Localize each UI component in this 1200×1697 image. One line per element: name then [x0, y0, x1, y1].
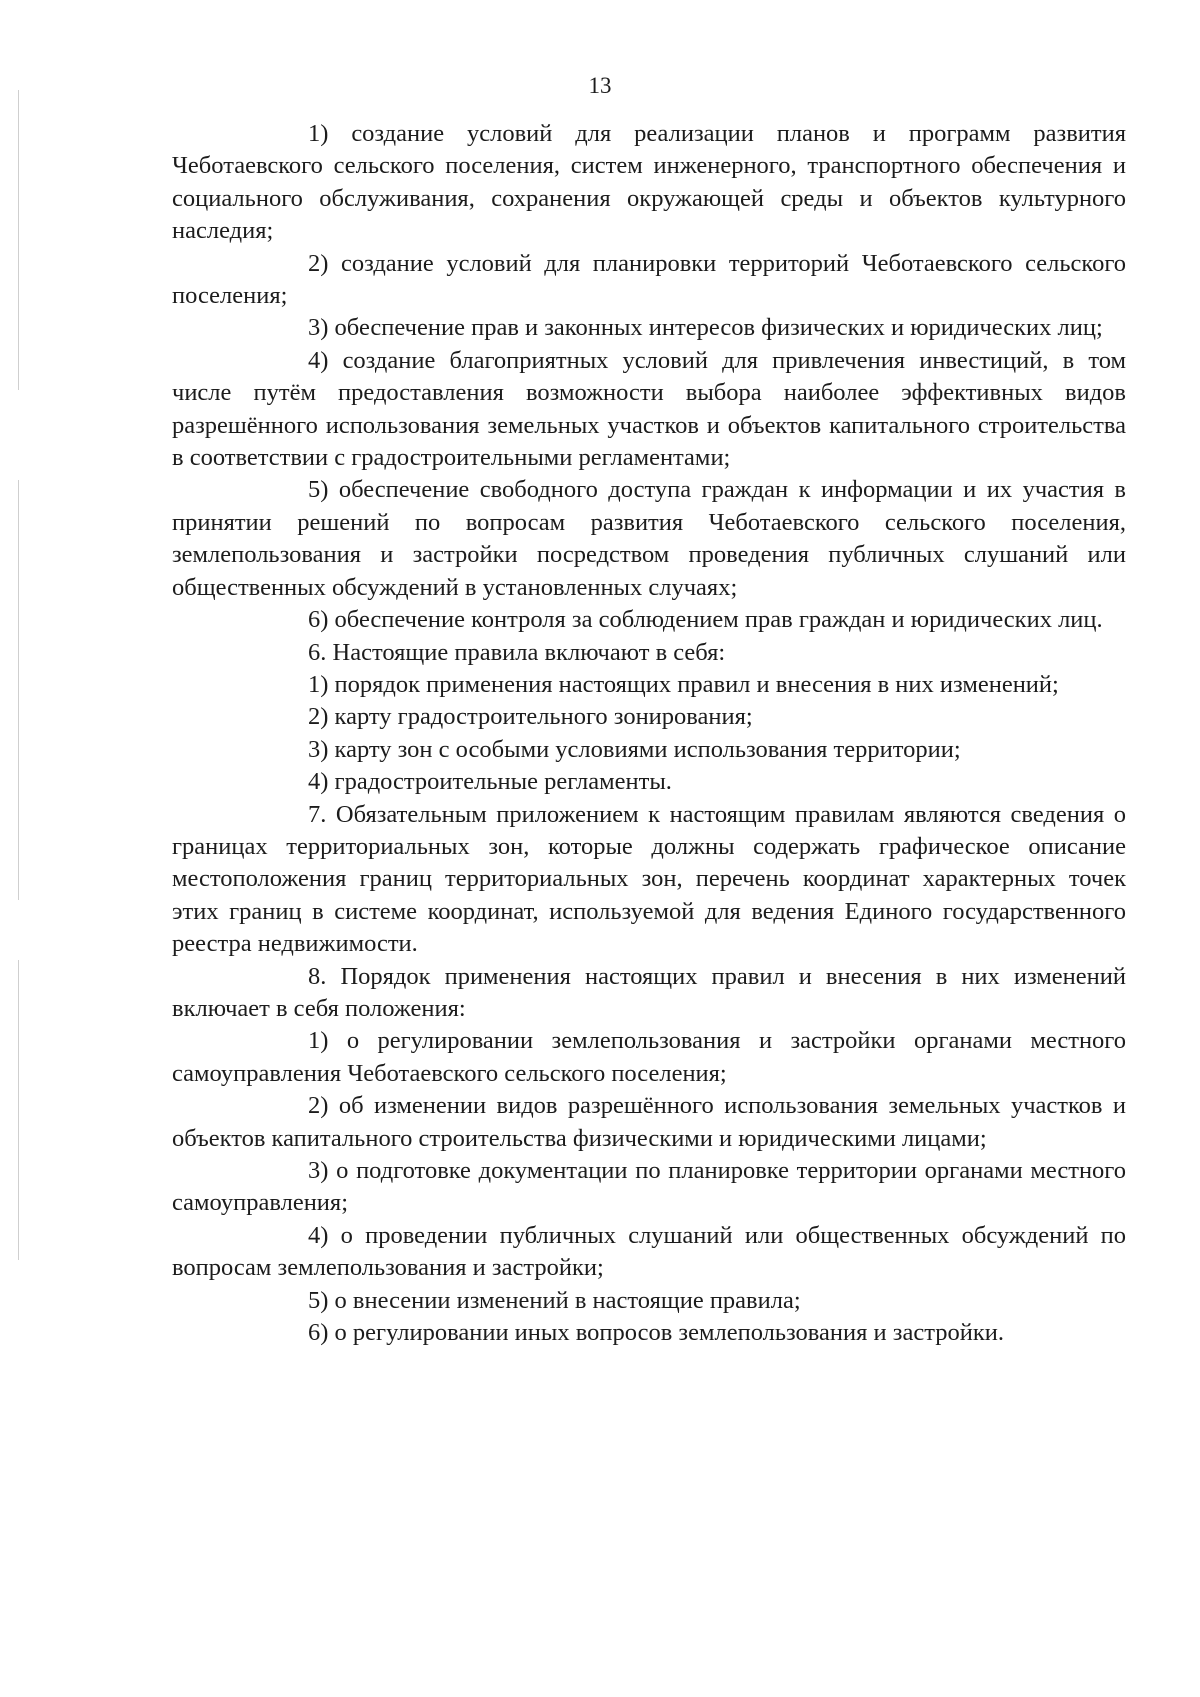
list-item — [172, 248, 1126, 313]
list-item — [172, 1220, 1126, 1285]
list-item — [172, 1285, 1126, 1317]
list-item — [172, 1090, 1126, 1155]
item-text: Обязательным приложением к настоящим правилам являются сведения о границах территориальных зон, которые должны содержать графическое описание местоположения границ территориальных зон, перечень координат характерных точек этих границ в системе координат, используемой для ведения Единого государственного реестра недвижимости. — [172, 800, 1127, 958]
item-text: создание условий для планировки территорий Чеботаевского сельского поселения; — [172, 249, 1127, 310]
item-text: Порядок применения настоящих правил и внесения в них изменений включает в себя положения: — [172, 962, 1126, 1022]
item-text: порядок применения настоящих правил и внесения в них изменений; — [334, 670, 1059, 698]
item-text: Настоящие правила включают в себя: — [332, 638, 726, 666]
list-item — [172, 118, 1126, 248]
item-marker: 2) — [308, 1092, 329, 1120]
item-text: создание условий для реализации планов и программ развития Чеботаевского сельского поселения, систем инженерного, транспортного обеспечения и социального обслуживания, сохранения окружающей среды и объектов культурного наследия; — [172, 120, 1127, 245]
item-marker: 6. — [308, 638, 327, 666]
scan-binding-mark — [18, 480, 19, 900]
item-marker: 8. — [308, 962, 327, 990]
list-item — [172, 669, 1126, 701]
item-marker: 1) — [308, 120, 329, 147]
list-item — [172, 1025, 1126, 1090]
item-marker: 4) — [308, 1221, 329, 1249]
section-heading-item — [172, 799, 1126, 961]
item-text: создание благоприятных условий для привлечения инвестиций, в том числе путём предоставления возможности выбора наиболее эффективных видов разрешённого использования земельных участков и объектов капитального строительства в соответствии с градостроительными регламентами; — [172, 346, 1127, 472]
list-item — [172, 1317, 1126, 1349]
scan-binding-mark — [18, 90, 19, 390]
list-item — [172, 604, 1126, 636]
scan-binding-mark — [18, 960, 19, 1260]
item-marker: 6) — [308, 606, 329, 634]
item-text: об изменении видов разрешённого использования земельных участков и объектов капитального строительства физическими и юридическими лицами; — [172, 1092, 1127, 1152]
item-marker: 1) — [308, 670, 329, 698]
item-text: карту зон с особыми условиями использования территории; — [334, 735, 961, 763]
list-item — [172, 345, 1126, 475]
item-text: о подготовке документации по планировке территории органами местного самоуправления; — [172, 1157, 1127, 1217]
item-text: карту градостроительного зонирования; — [334, 703, 753, 731]
item-marker: 5) — [308, 1286, 329, 1314]
document-body — [172, 118, 1126, 1349]
item-marker: 3) — [308, 1157, 329, 1184]
list-item — [172, 312, 1126, 344]
list-item — [172, 766, 1126, 798]
list-item — [172, 474, 1126, 604]
item-text: обеспечение прав и законных интересов физических и юридических лиц; — [334, 314, 1103, 342]
item-marker: 4) — [308, 768, 329, 796]
item-text: обеспечение контроля за соблюдением прав граждан и юридических лиц. — [334, 606, 1103, 634]
list-item — [172, 1155, 1126, 1220]
item-text: обеспечение свободного доступа граждан к информации и их участия в принятии решений по вопросам развития Чеботаевского сельского поселения, землепользования и застройки посредством проведения публичных слушаний или общественных обсуждений в установленных случаях; — [172, 476, 1127, 601]
item-marker: 5) — [308, 476, 329, 504]
item-marker: 1) — [308, 1027, 329, 1055]
item-marker: 3) — [308, 314, 329, 342]
page-number: 13 — [588, 73, 612, 98]
item-marker: 3) — [308, 735, 329, 763]
section-heading-item — [172, 961, 1126, 1026]
list-item — [172, 734, 1126, 766]
list-item — [172, 701, 1126, 733]
item-text: о проведении публичных слушаний или общественных обсуждений по вопросам землепользования и застройки; — [172, 1221, 1127, 1282]
item-marker: 6) — [308, 1319, 329, 1347]
item-marker: 7. — [308, 800, 327, 828]
item-marker: 4) — [308, 346, 329, 374]
item-marker: 2) — [308, 703, 329, 731]
item-text: градостроительные регламенты. — [334, 768, 672, 796]
item-text: о внесении изменений в настоящие правила; — [334, 1286, 801, 1314]
item-text: о регулировании землепользования и застройки органами местного самоуправления Чеботаевского сельского поселения; — [172, 1027, 1126, 1087]
item-marker: 2) — [308, 249, 329, 277]
section-heading-item — [172, 637, 1126, 669]
item-text: о регулировании иных вопросов землепользования и застройки. — [334, 1319, 1004, 1347]
